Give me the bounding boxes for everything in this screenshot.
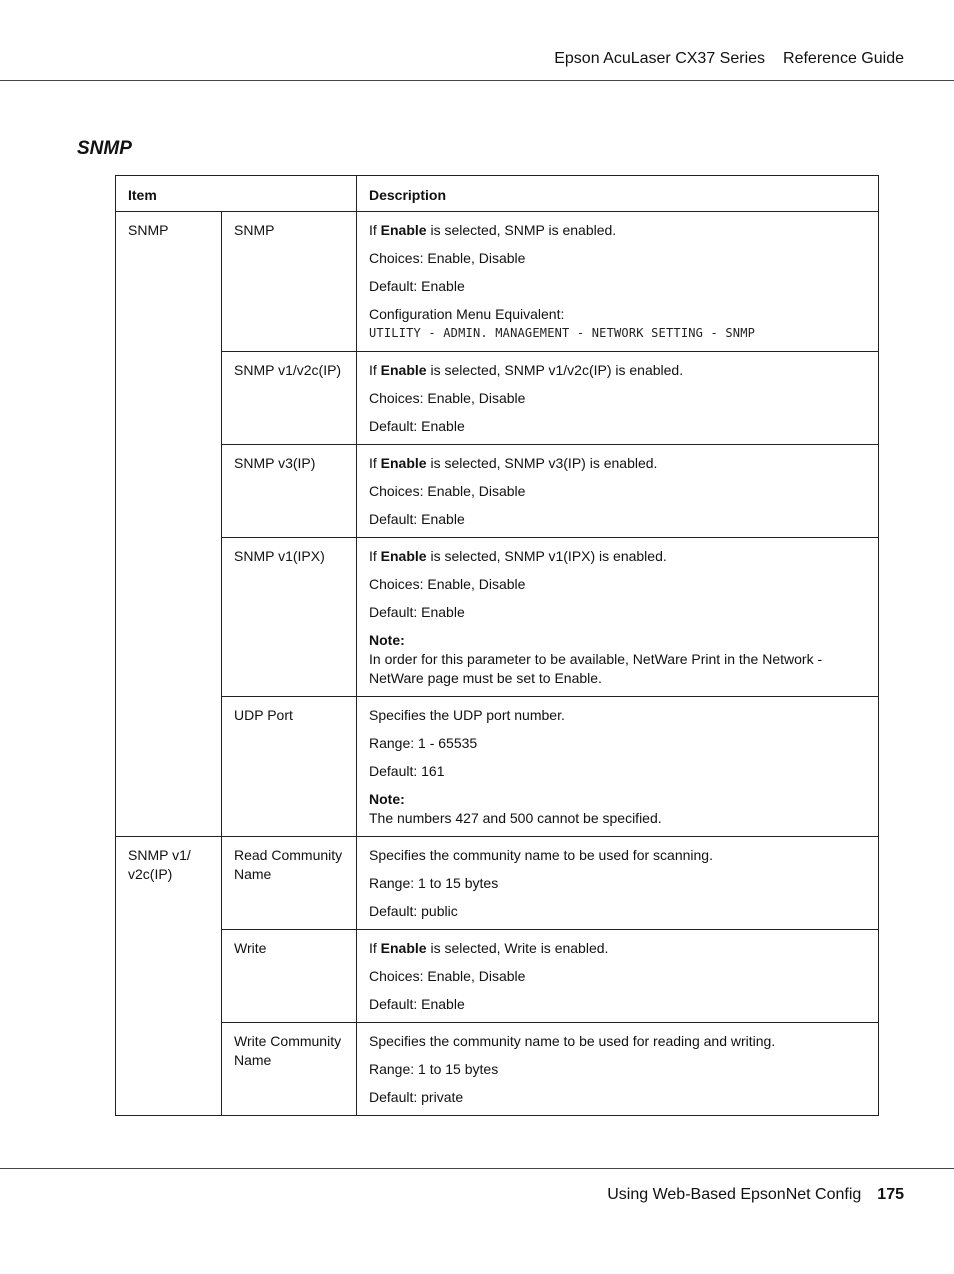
- description-cell: If Enable is selected, SNMP v1/v2c(IP) is enabled. Choices: Enable, Disable Default: Enable: [357, 352, 879, 445]
- note-text: In order for this parameter to be available, NetWare Print in the Network - NetWare page must be set to Enable.: [369, 651, 823, 686]
- description-cell: If Enable is selected, SNMP v1(IPX) is enabled. Choices: Enable, Disable Default: Enable Note: In order for this parameter to be available, NetWare Print in the Network - NetWare page must be set to Enable.: [357, 538, 879, 697]
- description-cell: Specifies the UDP port number. Range: 1 - 65535 Default: 161 Note: The numbers 427 and 500 cannot be specified.: [357, 697, 879, 837]
- config-menu-path: UTILITY - ADMIN. MANAGEMENT - NETWORK SETTING - SNMP: [369, 326, 756, 340]
- footer-rule: [0, 1168, 954, 1169]
- item-cell: Write Community Name: [222, 1023, 357, 1116]
- group-cell: SNMP: [116, 212, 222, 837]
- table-row: [116, 538, 879, 697]
- description-cell: Specifies the community name to be used for reading and writing. Range: 1 to 15 bytes Default: private: [357, 1023, 879, 1116]
- table-row: [116, 697, 879, 837]
- description-cell: If Enable is selected, SNMP v3(IP) is enabled. Choices: Enable, Disable Default: Enable: [357, 445, 879, 538]
- table-header-row: [116, 176, 879, 212]
- snmp-settings-table: [115, 175, 879, 1116]
- running-header: [554, 50, 904, 68]
- header-description: Description: [357, 176, 879, 212]
- description-cell: If Enable is selected, Write is enabled. Choices: Enable, Disable Default: Enable: [357, 930, 879, 1023]
- group-cell: SNMP v1/ v2c(IP): [116, 837, 222, 1116]
- item-cell: SNMP: [222, 212, 357, 352]
- item-cell: SNMP v3(IP): [222, 445, 357, 538]
- footer-chapter: Using Web-Based EpsonNet Config: [607, 1186, 862, 1203]
- item-cell: SNMP v1(IPX): [222, 538, 357, 697]
- table-row: [116, 930, 879, 1023]
- header-guide: Reference Guide: [783, 50, 904, 67]
- table-row: [116, 837, 879, 930]
- header-rule: [0, 80, 954, 81]
- item-cell: Read Community Name: [222, 837, 357, 930]
- note-text: The numbers 427 and 500 cannot be specified.: [369, 810, 662, 826]
- item-cell: SNMP v1/v2c(IP): [222, 352, 357, 445]
- running-footer: [607, 1186, 904, 1204]
- header-product: Epson AcuLaser CX37 Series: [554, 50, 766, 67]
- note-label: Note:: [369, 791, 405, 807]
- note-label: Note:: [369, 632, 405, 648]
- table-row: [116, 1023, 879, 1116]
- table-row: [116, 352, 879, 445]
- description-cell: Specifies the community name to be used for scanning. Range: 1 to 15 bytes Default: public: [357, 837, 879, 930]
- header-item: Item: [116, 176, 357, 212]
- table-row: [116, 212, 879, 352]
- table-row: [116, 445, 879, 538]
- item-cell: UDP Port: [222, 697, 357, 837]
- item-cell: Write: [222, 930, 357, 1023]
- section-title: SNMP: [77, 138, 132, 159]
- description-cell: If Enable is selected, SNMP is enabled. Choices: Enable, Disable Default: Enable Configuration Menu Equivalent: UTILITY - ADMIN. MANAGEMENT - NETWORK SETTING - SNMP: [357, 212, 879, 352]
- page-number: 175: [877, 1186, 904, 1203]
